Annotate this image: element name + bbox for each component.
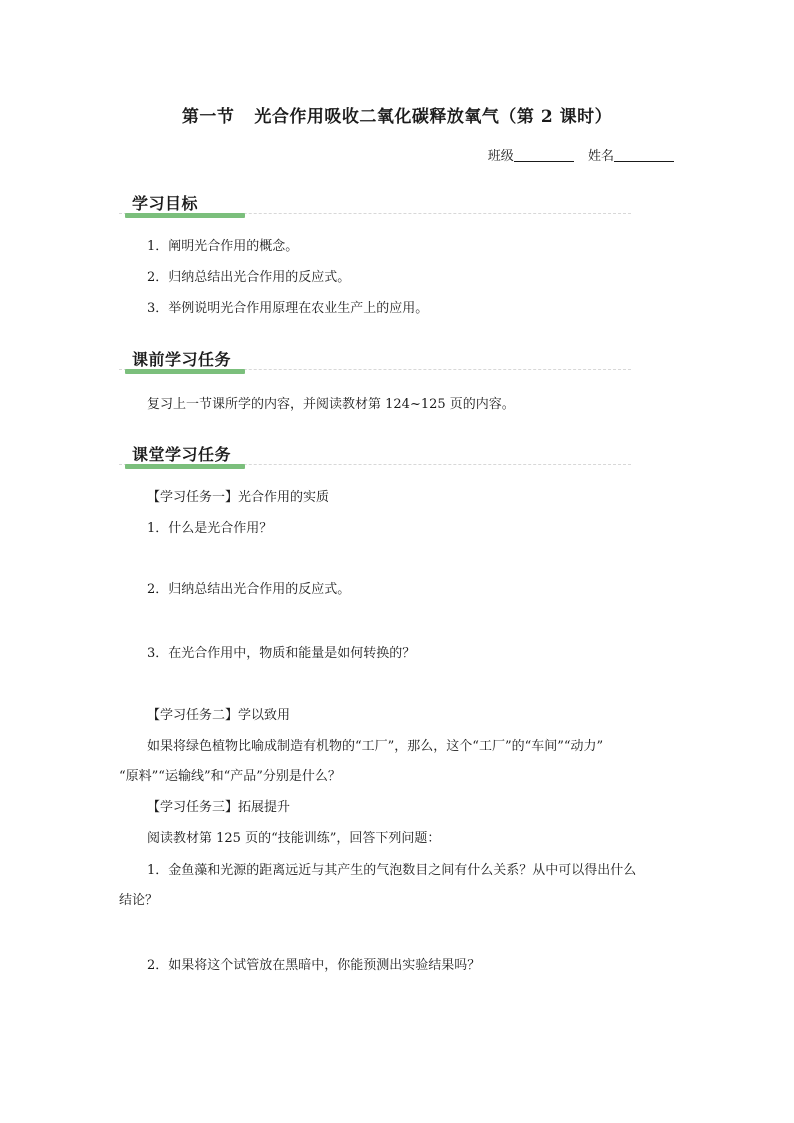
task1-question: 3．在光合作用中，物质和能量是如何转换的？ [147,646,416,661]
task2-text: “原料”“运输线”和“产品”分别是什么？ [119,769,341,784]
inclass-heading [119,443,631,469]
lesson-title: 光合作用吸收二氧化碳释放氧气（第 2 课时） [254,107,613,127]
task3-title: 【学习任务三】拓展提升 [147,800,291,815]
section-number: 第一节 [181,107,235,127]
task3-question: 结论？ [119,893,159,908]
task2-text: 如果将绿色植物比喻成制造有机物的“工厂”，那么，这个“工厂”的“车间”“动力” [147,739,604,754]
name-blank [614,147,674,162]
objectives-heading [119,192,631,218]
preclass-heading [119,348,631,374]
class-label: 班级 [487,149,514,164]
preclass-text: 复习上一节课所学的内容，并阅读教材第 124~125 页的内容。 [147,397,515,412]
task1-title: 【学习任务一】光合作用的实质 [147,490,330,505]
task3-question: 2．如果将这个试管放在黑暗中，你能预测出实验结果吗？ [147,958,481,973]
class-blank [514,147,574,162]
page-title [0,102,794,127]
student-info [488,145,674,164]
name-label: 姓名 [587,149,614,164]
task1-question: 1．什么是光合作用？ [147,521,273,536]
objective-item: 2．归纳总结出光合作用的反应式。 [147,270,351,285]
task3-intro: 阅读教材第 125 页的“技能训练”，回答下列问题： [147,831,441,846]
task2-title: 【学习任务二】学以致用 [147,708,291,723]
inclass-heading-label: 课堂学习任务 [132,445,232,464]
objectives-heading-label: 学习目标 [132,194,199,213]
task3-question: 1．金鱼藻和光源的距离远近与其产生的气泡数目之间有什么关系？从中可以得出什么 [147,863,637,878]
preclass-heading-label: 课前学习任务 [132,350,232,369]
objective-item: 3．举例说明光合作用原理在农业生产上的应用。 [147,301,429,316]
task1-question: 2．归纳总结出光合作用的反应式。 [147,582,351,597]
objective-item: 1．阐明光合作用的概念。 [147,239,299,254]
